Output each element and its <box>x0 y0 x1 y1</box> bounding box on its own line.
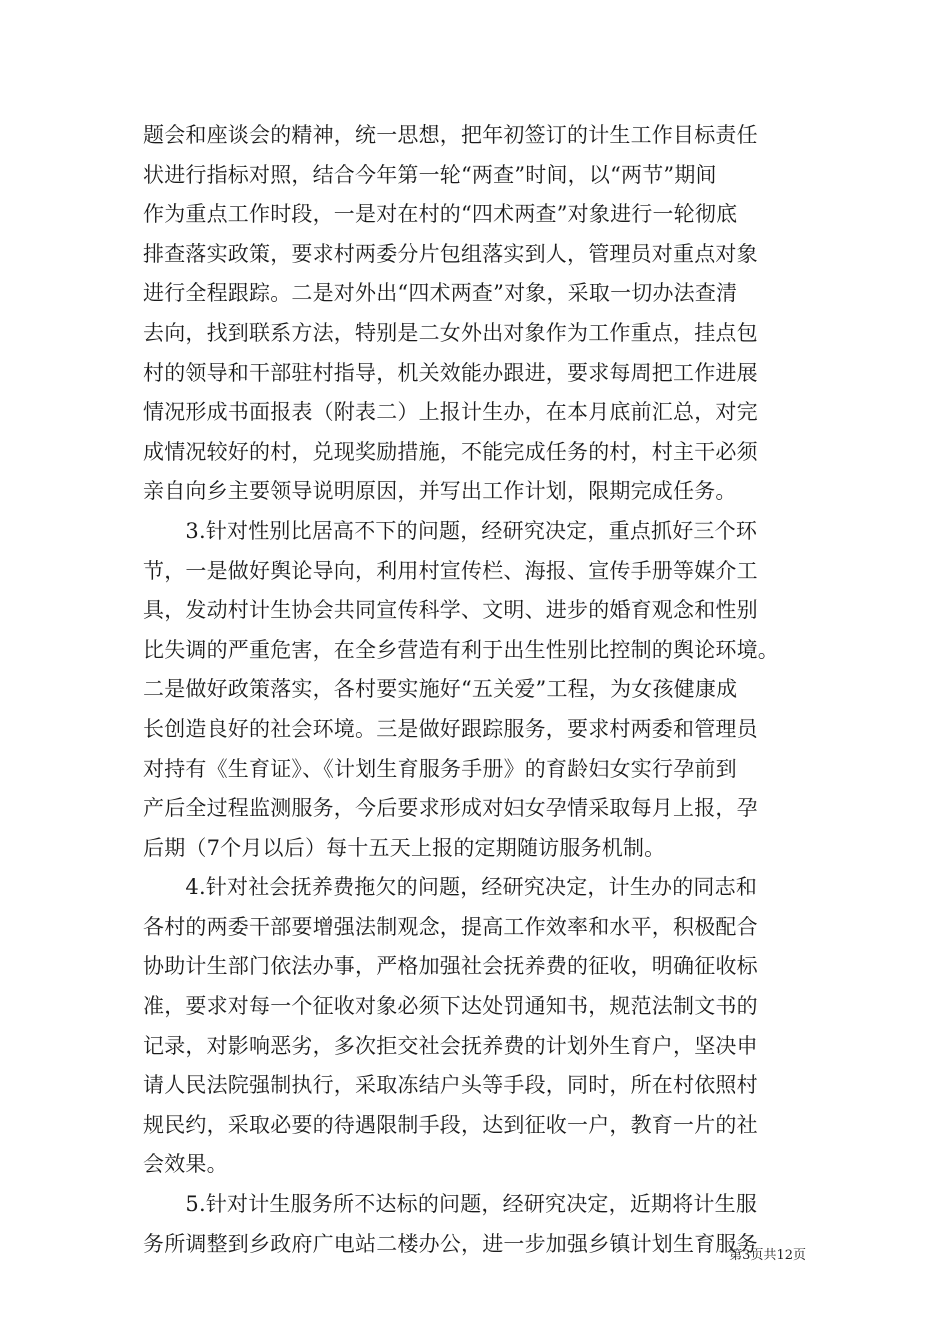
text-line: 准，要求对每一个征收对象必须下达处罚通知书，规范法制文书的 <box>143 994 758 1019</box>
text-line: 题会和座谈会的精神，统一思想，把年初签订的计生工作目标责任 <box>143 123 758 147</box>
text-line: 务所调整到乡政府广电站二楼办公，进一步加强乡镇计划生育服务 <box>143 1231 758 1256</box>
text-line: 进行全程跟踪。二是对外出“四术两查”对象，采取一切办法查清 <box>143 281 738 306</box>
text-line: 产后全过程监测服务，今后要求形成对妇女孕情采取每月上报，孕 <box>143 796 758 821</box>
page-number: 第3页共12页 <box>729 1248 806 1263</box>
text-line: 后期（7个月以后）每十五天上报的定期随访服务机制。 <box>143 835 666 860</box>
text-line: 亲自向乡主要领导说明原因，并写出工作计划，限期完成任务。 <box>143 479 737 504</box>
text-line: 规民约，采取必要的待遇限制手段，达到征收一户，教育一片的社 <box>143 1112 758 1137</box>
body-text <box>143 116 813 1264</box>
text-line: 节，一是做好舆论导向，利用村宣传栏、海报、宣传手册等媒介工 <box>143 558 758 583</box>
text-line: 比失调的严重危害，在全乡营造有利于出生性别比控制的舆论环境。 <box>143 637 779 662</box>
text-line: 村的领导和干部驻村指导，机关效能办跟进，要求每周把工作进展 <box>143 360 758 385</box>
text-line: 去向，找到联系方法，特别是二女外出对象作为工作重点，挂点包 <box>143 320 758 345</box>
text-line: 长创造良好的社会环境。三是做好跟踪服务，要求村两委和管理员 <box>143 716 758 741</box>
text-line: 成情况较好的村，兑现奖励措施，不能完成任务的村，村主干必须 <box>143 439 758 464</box>
text-line: 状进行指标对照，结合今年第一轮“两查”时间，以“两节”期间 <box>143 162 717 187</box>
text-line: 对持有《生育证》、《计划生育服务手册》的育龄妇女实行孕前到 <box>143 756 737 781</box>
text-line: 作为重点工作时段，一是对在村的“四术两查”对象进行一轮彻底 <box>143 202 738 227</box>
text-line: 记录，对影响恶劣，多次拒交社会抚养费的计划外生育户，坚决申 <box>143 1033 758 1058</box>
text-line: 请人民法院强制执行，采取冻结户头等手段，同时，所在村依照村 <box>143 1073 758 1098</box>
text-line: 5.针对计生服务所不达标的问题，经研究决定，近期将计生服 <box>143 1192 758 1217</box>
text-line: 情况形成书面报表（附表二）上报计生办，在本月底前汇总，对完 <box>143 400 758 425</box>
text-line: 会效果。 <box>143 1152 228 1177</box>
text-line: 具，发动村计生协会共同宣传科学、文明、进步的婚育观念和性别 <box>143 598 758 623</box>
text-line: 3.针对性别比居高不下的问题，经研究决定，重点抓好三个环 <box>143 518 758 543</box>
text-line: 4.针对社会抚养费拖欠的问题，经研究决定，计生办的同志和 <box>143 875 758 900</box>
text-line: 各村的两委干部要增强法制观念，提高工作效率和水平，积极配合 <box>143 914 758 939</box>
text-line: 协助计生部门依法办事，严格加强社会抚养费的征收，明确征收标 <box>143 954 758 979</box>
text-line: 排查落实政策，要求村两委分片包组落实到人，管理员对重点对象 <box>143 241 758 266</box>
text-line: 二是做好政策落实，各村要实施好“五关爱”工程，为女孩健康成 <box>143 677 738 702</box>
